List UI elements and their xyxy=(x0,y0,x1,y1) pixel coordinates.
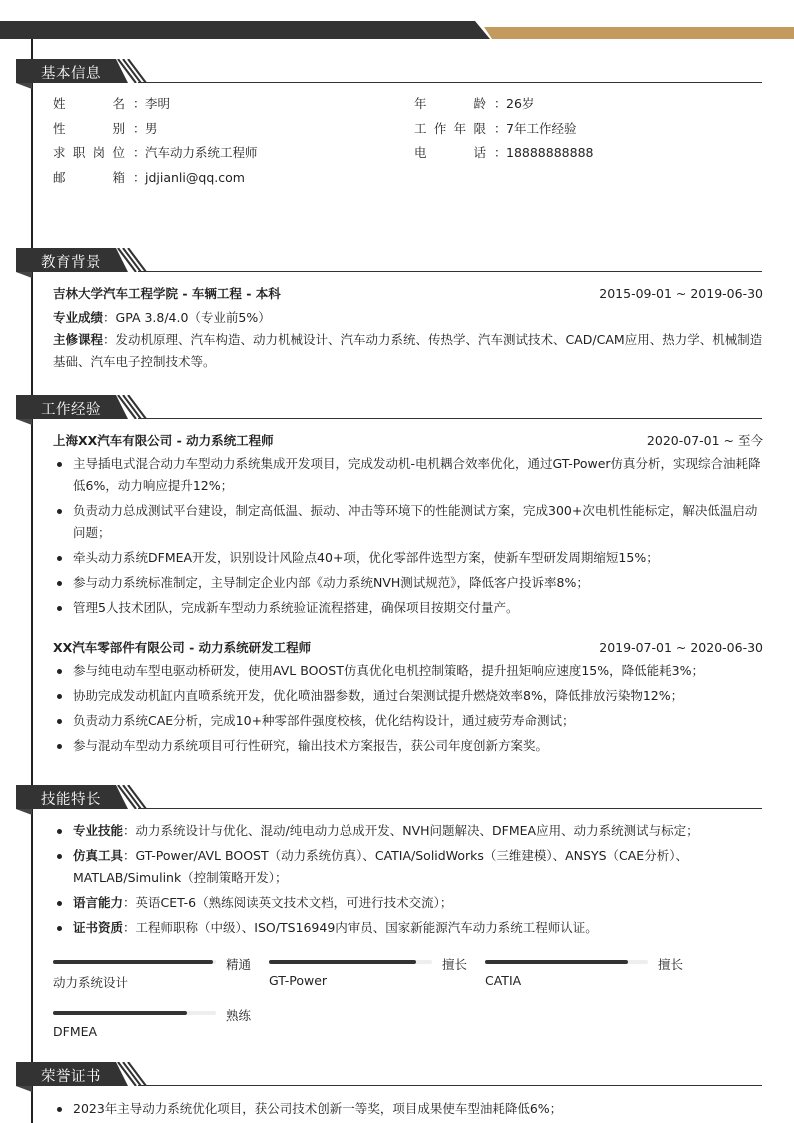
section-fold xyxy=(16,419,32,425)
list-item: 参与纯电动车型电驱动桥研发，使用AVL BOOST仿真优化电机控制策略，提升扭矩响应速度15%，降低能耗3%； xyxy=(53,660,763,682)
section-header xyxy=(16,785,762,811)
skills-bullets xyxy=(53,820,763,939)
skill-level: 擅长 xyxy=(442,957,468,972)
info-email: 邮 箱 ： jdjianli@qq.com xyxy=(53,170,245,185)
gender-value: 男 xyxy=(145,121,158,136)
stripes-icon xyxy=(114,395,154,419)
list-item: 协助完成发动机缸内直喷系统开发，优化喷油器参数，通过台架测试提升燃烧效率8%，降低排放污染物12%； xyxy=(53,685,763,707)
education-entry xyxy=(53,285,763,373)
list-item: 参与混动车型动力系统项目可行性研究，输出技术方案报告，获公司年度创新方案奖。 xyxy=(53,735,763,757)
skill-level: 熟练 xyxy=(226,1008,252,1023)
info-name: 姓 名 ： 李明 xyxy=(53,96,171,111)
work-entry xyxy=(53,639,763,760)
work-entry xyxy=(53,432,763,622)
list-item: 主导插电式混合动力车型动力系统集成开发项目，完成发动机-电机耦合效率优化，通过GT-Power仿真分析，实现综合油耗降低6%，动力响应提升12%； xyxy=(53,453,763,497)
stripes-icon xyxy=(114,785,154,809)
info-age: 年 龄 ： 26岁 xyxy=(414,96,535,111)
work-date: 2019-07-01 ~ 2020-06-30 xyxy=(599,640,763,655)
section-divider xyxy=(138,271,762,272)
work-bullets xyxy=(53,660,763,757)
name-value: 李明 xyxy=(145,96,171,111)
list-item: 参与动力系统标准制定，主导制定企业内部《动力系统NVH测试规范》，降低客户投诉率8%； xyxy=(53,572,763,594)
info-phone: 电 话 ： 18888888888 xyxy=(414,145,594,160)
section-title: 荣誉证书 xyxy=(41,1069,101,1085)
header-banner-dark xyxy=(0,21,490,39)
progress-bar xyxy=(53,1011,216,1015)
company-title: XX汽车零部件有限公司 - 动力系统研发工程师 xyxy=(53,640,312,655)
skill-name: GT-Power xyxy=(269,973,328,988)
section-title: 基本信息 xyxy=(41,66,101,82)
progress-fill xyxy=(53,960,213,964)
education-grade: 专业成绩：GPA 3.8/4.0（专业前5%） xyxy=(53,310,271,325)
section-basic-info xyxy=(16,59,762,85)
header-banner-gold xyxy=(484,27,794,39)
section-education xyxy=(16,248,762,274)
position-value: 汽车动力系统工程师 xyxy=(145,145,258,160)
stripes-icon xyxy=(114,59,154,83)
section-header xyxy=(16,1062,762,1088)
section-honors xyxy=(16,1062,762,1088)
phone-value: 18888888888 xyxy=(506,145,594,160)
list-item: 负责动力系统CAE分析，完成10+种零部件强度校核，优化结构设计，通过疲劳寿命测试； xyxy=(53,710,763,732)
section-skills xyxy=(16,785,762,811)
section-header xyxy=(16,395,762,421)
list-item: 2023年主导动力系统优化项目，获公司技术创新一等奖，项目成果使车型油耗降低6%； xyxy=(53,1098,763,1120)
section-fold xyxy=(16,809,32,815)
list-item: 牵头动力系统DFMEA开发，识别设计风险点40+项，优化零部件选型方案，使新车型研发周期缩短15%； xyxy=(53,547,763,569)
list-item: 证书资质：工程师职称（中级）、ISO/TS16949内审员、国家新能源汽车动力系统工程师认证。 xyxy=(53,917,763,939)
section-divider xyxy=(138,808,762,809)
section-divider xyxy=(138,418,762,419)
left-timeline-line xyxy=(31,39,33,1123)
section-fold xyxy=(16,83,32,89)
section-header xyxy=(16,59,762,85)
stripes-icon xyxy=(114,248,154,272)
section-fold xyxy=(16,272,32,278)
section-divider xyxy=(138,1085,762,1086)
age-value: 26岁 xyxy=(506,96,535,111)
section-title: 教育背景 xyxy=(41,255,101,271)
info-position: 求 职 岗 位 ： 汽车动力系统工程师 xyxy=(53,145,258,160)
skill-level: 精通 xyxy=(226,957,252,972)
list-item: 管理5人技术团队，完成新车型动力系统验证流程搭建，确保项目按期交付量产。 xyxy=(53,597,763,619)
education-courses: 主修课程：发动机原理、汽车构造、动力机械设计、汽车动力系统、传热学、汽车测试技术、CAD/CAM应用、热力学、机械制造基础、汽车电子控制技术等。 xyxy=(53,332,763,369)
section-title: 技能特长 xyxy=(41,792,101,808)
list-item: 仿真工具：GT-Power/AVL BOOST（动力系统仿真）、CATIA/SolidWorks（三维建模）、ANSYS（CAE分析）、MATLAB/Simulink（控制策略开发）； xyxy=(53,845,763,889)
school-name: 吉林大学汽车工程学院 - 车辆工程 - 本科 xyxy=(53,286,281,301)
honors-list xyxy=(53,1098,763,1123)
section-fold xyxy=(16,1086,32,1092)
progress-fill xyxy=(485,960,628,964)
company-title: 上海XX汽车有限公司 - 动力系统工程师 xyxy=(53,433,274,448)
skill-level: 擅长 xyxy=(658,957,684,972)
work-bullets xyxy=(53,453,763,619)
progress-fill xyxy=(53,1011,187,1015)
progress-fill xyxy=(269,960,416,964)
work-date: 2020-07-01 ~ 至今 xyxy=(646,433,763,448)
info-years: 工 作 年 限 ： 7年工作经验 xyxy=(414,121,577,136)
skill-name: 动力系统设计 xyxy=(53,975,129,990)
section-header xyxy=(16,248,762,274)
skill-name: DFMEA xyxy=(53,1024,98,1039)
basic-info-grid xyxy=(53,96,763,196)
stripes-icon xyxy=(114,1062,154,1086)
progress-bar xyxy=(53,960,216,964)
skill-bars xyxy=(53,955,763,1055)
progress-bar xyxy=(269,960,432,964)
info-gender: 性 别 ： 男 xyxy=(53,121,158,136)
skill-name: CATIA xyxy=(485,973,522,988)
list-item: 语言能力：英语CET-6（熟练阅读英文技术文档，可进行技术交流）； xyxy=(53,892,763,914)
section-divider xyxy=(138,82,762,83)
section-work xyxy=(16,395,762,421)
years-value: 7年工作经验 xyxy=(506,121,577,136)
section-title: 工作经验 xyxy=(41,402,101,418)
skills-list xyxy=(53,820,763,942)
progress-bar xyxy=(485,960,648,964)
list-item: 专业技能：动力系统设计与优化、混动/纯电动力总成开发、NVH问题解决、DFMEA应用、动力系统测试与标定； xyxy=(53,820,763,842)
education-date: 2015-09-01 ~ 2019-06-30 xyxy=(599,286,763,301)
email-value[interactable]: jdjianli@qq.com xyxy=(145,170,245,185)
honors-bullets xyxy=(53,1098,763,1120)
list-item: 负责动力总成测试平台建设，制定高低温、振动、冲击等环境下的性能测试方案，完成300+次电机性能标定，解决低温启动问题； xyxy=(53,500,763,544)
